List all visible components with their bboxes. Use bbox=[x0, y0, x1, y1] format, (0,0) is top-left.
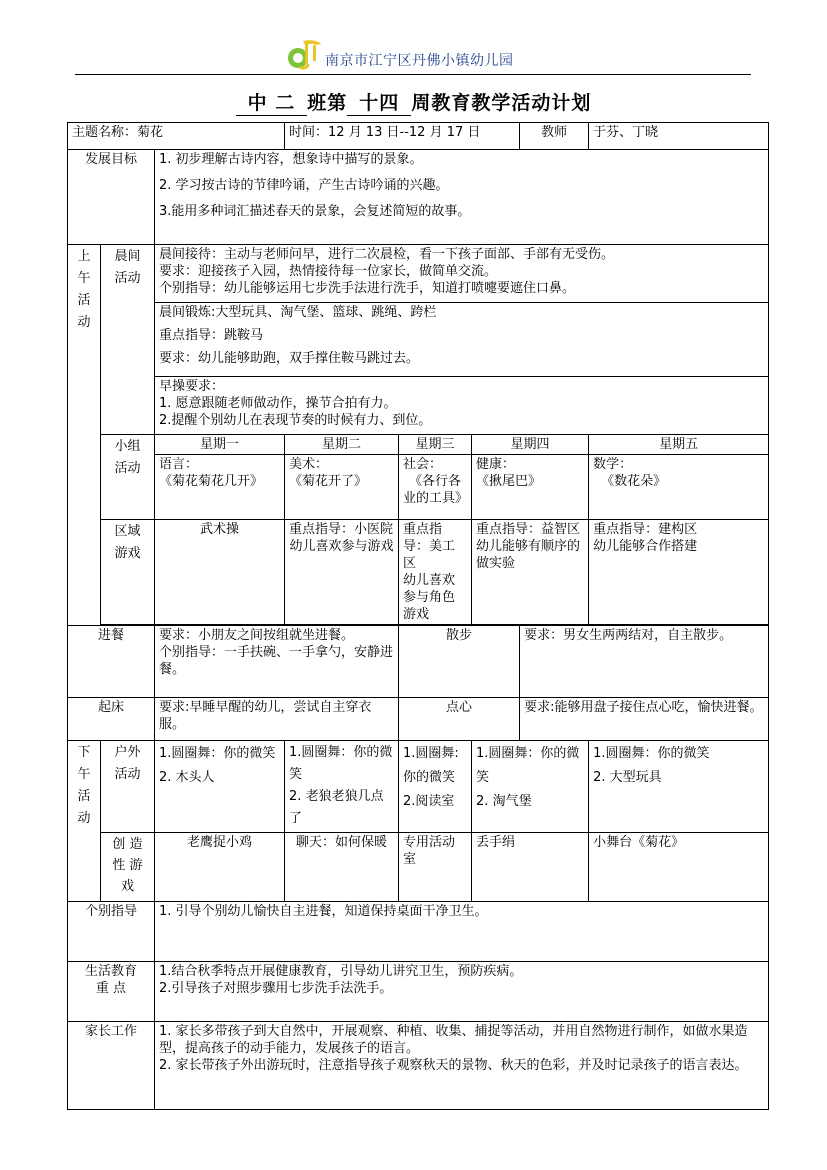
creative-game-label: 创 造 性 游 戏 bbox=[101, 833, 155, 902]
title-mid: 班第 bbox=[307, 92, 348, 114]
group-activity-tue: 美术： 《菊花开了》 bbox=[285, 455, 399, 520]
title-end: 周教育教学活动计划 bbox=[411, 92, 592, 114]
walk-label: 散步 bbox=[399, 626, 520, 698]
goal-item: 2. 学习按古诗的节律吟诵，产生古诗吟诵的兴趣。 bbox=[159, 178, 449, 193]
time-cell: 时间：12 月 13 日--12 月 17 日 bbox=[285, 123, 520, 150]
weekday-fri: 星期五 bbox=[589, 435, 769, 455]
group-activity-thu: 健康： 《揪尾巴》 bbox=[472, 455, 589, 520]
afternoon-section-label: 下 午 活 动 bbox=[68, 741, 101, 902]
morning-exercise: 晨间锻炼:大型玩具、淘气堡、篮球、跳绳、跨栏 重点指导：跳鞍马 要求：幼儿能够助跑，双手撑住鞍马跳过去。 bbox=[155, 303, 769, 377]
life-education-label: 生活教育 重 点 bbox=[68, 962, 155, 1022]
weekday-tue: 星期二 bbox=[285, 435, 399, 455]
snack-requirements: 要求:能够用盘子接住点心吃，愉快进餐。 bbox=[520, 698, 769, 741]
group-activity-label: 小组 活动 bbox=[101, 435, 155, 520]
area-game-mon: 武术操 bbox=[155, 520, 285, 625]
weekly-plan-table bbox=[67, 122, 769, 1110]
outdoor-wed: 1.圆圈舞:你的微笑 2.阅读室 bbox=[399, 741, 472, 833]
morning-reception: 晨间接待：主动与老师问早，进行二次晨检，看一下孩子面部、手部有无受伤。 要求：迎接孩子入园，热情接待每一位家长，做简单交流。 个别指导：幼儿能够运用七步洗手法进行洗手，知道打喷嚏要遮住口鼻。 bbox=[155, 245, 769, 303]
area-game-tue: 重点指导：小医院 幼儿喜欢参与游戏 bbox=[285, 520, 399, 625]
area-game-thu: 重点指导：益智区 幼儿能够有顺序的做实验 bbox=[472, 520, 589, 625]
outdoor-mon: 1.圆圈舞：你的微笑 2. 木头人 bbox=[155, 741, 285, 833]
header-divider bbox=[75, 74, 751, 75]
group-activity-wed: 社会： 《各行各业的工具》 bbox=[399, 455, 472, 520]
meal-requirements: 要求：小朋友之间按组就坐进餐。 个别指导：一手扶碗、一手拿勺，安静进餐。 bbox=[155, 626, 399, 698]
page-header bbox=[75, 38, 751, 76]
morning-exercise-requirements: 早操要求： 1. 愿意跟随老师做动作，操节合拍有力。 2.提醒个别幼儿在表现节奏的时候有力、到位。 bbox=[155, 377, 769, 435]
creative-fri: 小舞台《菊花》 bbox=[589, 833, 769, 902]
creative-thu: 丢手绢 bbox=[472, 833, 589, 902]
group-activity-mon: 语言： 《菊花菊花几开》 bbox=[155, 455, 285, 520]
area-game-wed: 重点指导：美工区 幼儿喜欢参与角色游戏 bbox=[399, 520, 472, 625]
kindergarten-logo-icon bbox=[287, 38, 323, 70]
parents-work-content: 1. 家长多带孩子到大自然中，开展观察、种植、收集、捕捉等活动，并用自然物进行制作，如做水果造型，提高孩子的动手能力，发展孩子的语言。 2. 家长带孩子外出游玩时，注意指导孩子观察秋天的景物、秋天的色彩，并及时记录孩子的语言表达。 bbox=[155, 1022, 769, 1110]
wake-requirements: 要求:早睡早醒的幼儿，尝试自主穿衣服。 bbox=[155, 698, 399, 741]
title-class: 中 二 bbox=[236, 88, 308, 116]
outdoor-fri: 1.圆圈舞：你的微笑 2. 大型玩具 bbox=[589, 741, 769, 833]
area-game-label: 区域 游戏 bbox=[101, 520, 155, 625]
walk-requirements: 要求：男女生两两结对，自主散步。 bbox=[520, 626, 769, 698]
teacher-names: 于芬、丁晓 bbox=[589, 123, 769, 150]
weekday-wed: 星期三 bbox=[399, 435, 472, 455]
weekday-thu: 星期四 bbox=[472, 435, 589, 455]
outdoor-thu: 1.圆圈舞：你的微笑 2. 淘气堡 bbox=[472, 741, 589, 833]
weekday-mon: 星期一 bbox=[155, 435, 285, 455]
creative-wed: 专用活动室 bbox=[399, 833, 472, 902]
school-name: 南京市江宁区丹佛小镇幼儿园 bbox=[325, 53, 514, 69]
individual-guidance-label: 个别指导 bbox=[68, 902, 155, 962]
individual-guidance-text: 1. 引导个别幼儿愉快自主进餐，知道保持桌面干净卫生。 bbox=[155, 902, 769, 962]
creative-tue: 聊天：如何保暖 bbox=[285, 833, 399, 902]
outdoor-tue: 1.圆圈舞：你的微笑 2. 老狼老狼几点了 bbox=[285, 741, 399, 833]
morning-activity-label: 晨间 活动 bbox=[101, 245, 155, 435]
meal-label: 进餐 bbox=[68, 626, 155, 698]
area-game-fri: 重点指导：建构区 幼儿能够合作搭建 bbox=[589, 520, 769, 625]
title-week: 十四 bbox=[347, 88, 411, 116]
theme-cell: 主题名称：菊花 bbox=[68, 123, 285, 150]
teacher-label: 教师 bbox=[520, 123, 589, 150]
group-activity-fri: 数学： 《数花朵》 bbox=[589, 455, 769, 520]
goals-content bbox=[155, 150, 769, 245]
snack-label: 点心 bbox=[399, 698, 520, 741]
page-title bbox=[0, 88, 827, 116]
parents-work-label: 家长工作 bbox=[68, 1022, 155, 1110]
creative-mon: 老鹰捉小鸡 bbox=[155, 833, 285, 902]
goal-item: 3.能用多种词汇描述春天的景象，会复述简短的故事。 bbox=[159, 204, 471, 219]
outdoor-activity-label: 户外 活动 bbox=[101, 741, 155, 833]
life-education-content: 1.结合秋季特点开展健康教育，引导幼儿讲究卫生，预防疾病。 2.引导孩子对照步骤用七步洗手法洗手。 bbox=[155, 962, 769, 1022]
wake-label: 起床 bbox=[68, 698, 155, 741]
goal-item: 1. 初步理解古诗内容，想象诗中描写的景象。 bbox=[159, 152, 423, 167]
goals-label: 发展目标 bbox=[68, 150, 155, 245]
morning-section-label: 上 午 活 动 bbox=[68, 245, 101, 626]
